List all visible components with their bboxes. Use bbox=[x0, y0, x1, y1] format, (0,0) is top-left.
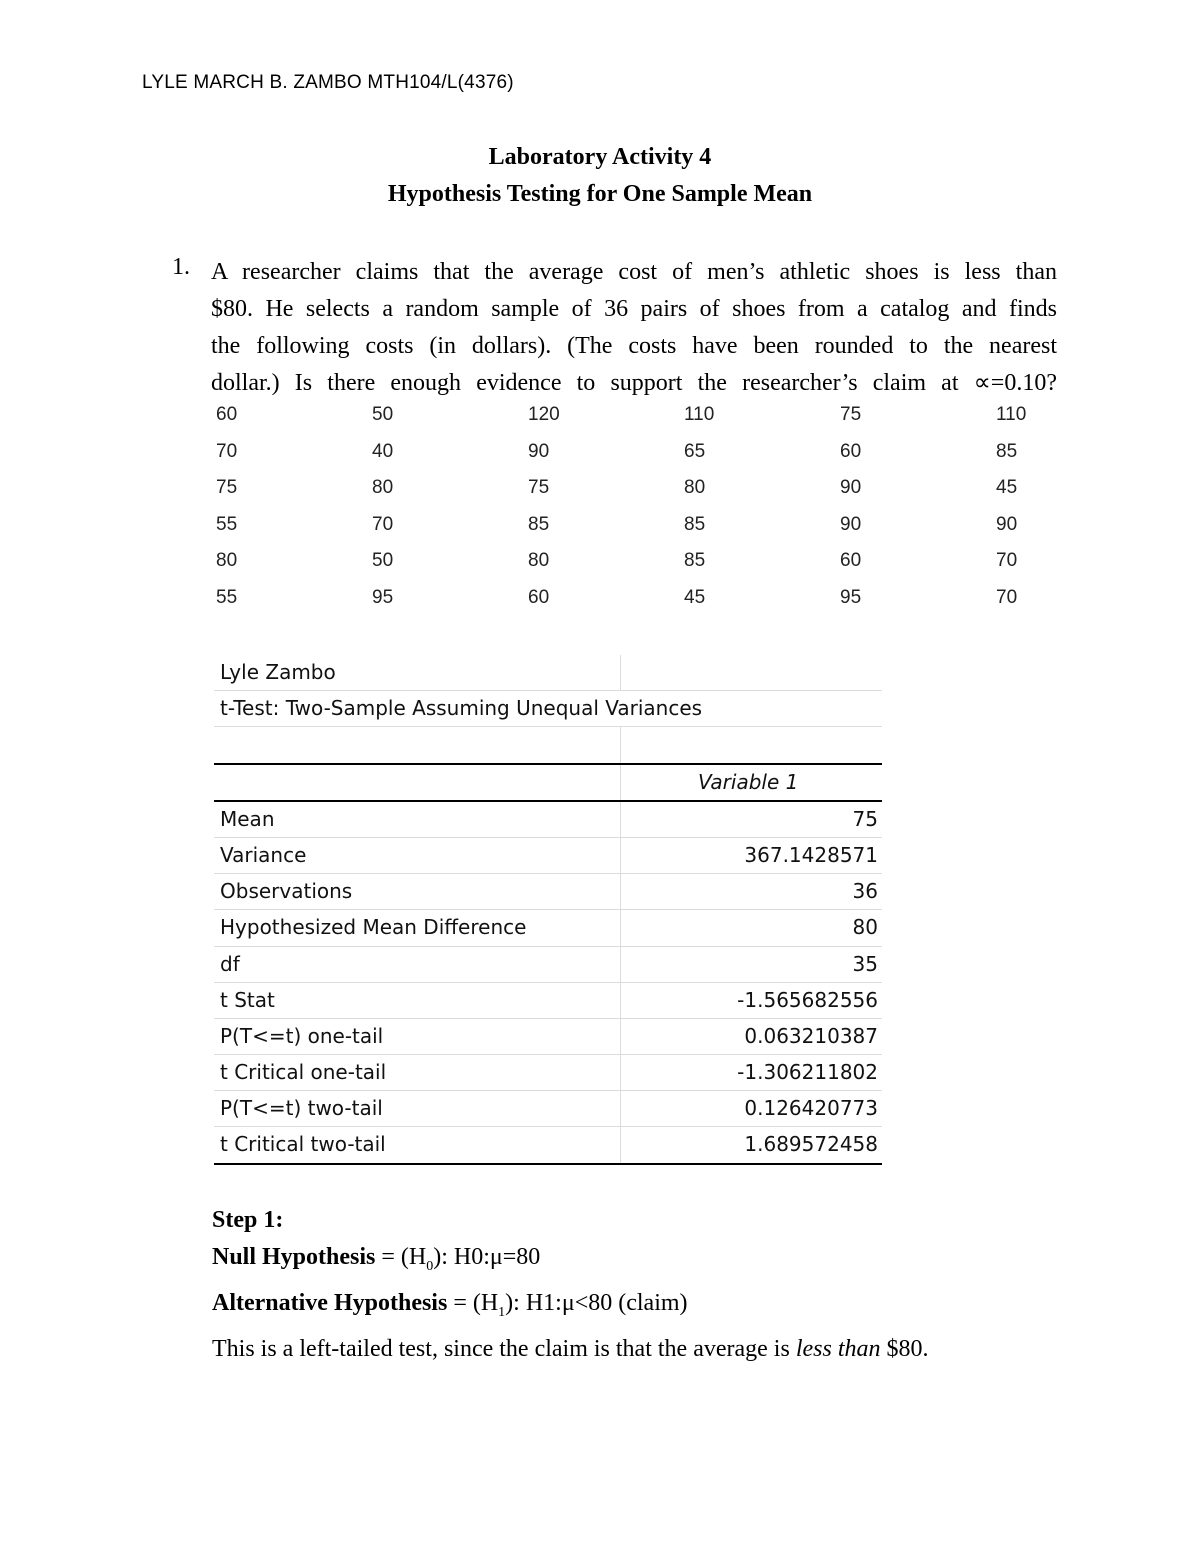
data-cell: 90 bbox=[840, 477, 862, 499]
excel-output-table bbox=[214, 655, 882, 1165]
stat-value: 367.1428571 bbox=[744, 842, 878, 867]
data-cell: 40 bbox=[372, 440, 394, 462]
stat-label: P(T<=t) two-tail bbox=[220, 1096, 383, 1121]
data-cell: 90 bbox=[840, 513, 862, 535]
excel-stat-row bbox=[214, 838, 882, 874]
excel-blank-row bbox=[214, 727, 882, 764]
data-cell: 80 bbox=[528, 550, 550, 572]
stat-value: 36 bbox=[852, 879, 878, 904]
stat-label: t Critical two-tail bbox=[220, 1132, 386, 1157]
data-cell: 60 bbox=[840, 550, 862, 572]
question-line: $80. He selects a random sample of 36 pairs of shoes from a catalog and finds bbox=[211, 296, 1057, 322]
data-cell: 110 bbox=[996, 404, 1027, 425]
data-cell: 70 bbox=[216, 440, 238, 462]
data-cell: 110 bbox=[684, 404, 715, 425]
data-cell: 75 bbox=[840, 404, 862, 425]
excel-stat-row bbox=[214, 1055, 882, 1091]
question-line: dollar.) Is there enough evidence to support the researcher’s claim at ∝=0.10? bbox=[211, 370, 1057, 396]
data-cell: 95 bbox=[372, 586, 394, 608]
data-cell: 90 bbox=[528, 440, 550, 462]
excel-name-row bbox=[214, 655, 882, 691]
question-text bbox=[211, 254, 1057, 402]
question-number: 1. bbox=[172, 254, 190, 280]
data-cell: 75 bbox=[216, 477, 238, 499]
stat-value: -1.565682556 bbox=[737, 987, 878, 1012]
data-cell: 85 bbox=[684, 550, 706, 572]
stat-label: Mean bbox=[220, 806, 275, 831]
data-cell: 70 bbox=[372, 513, 394, 535]
stat-value: 35 bbox=[852, 951, 878, 976]
stat-label: t Critical one-tail bbox=[220, 1060, 387, 1085]
data-cell: 80 bbox=[372, 477, 394, 499]
data-cell: 85 bbox=[996, 440, 1018, 462]
step-1-section bbox=[212, 1202, 928, 1368]
stat-value: 80 bbox=[852, 915, 878, 940]
stat-value: 1.689572458 bbox=[744, 1132, 878, 1157]
stat-value: 75 bbox=[852, 806, 878, 831]
data-cell: 70 bbox=[996, 586, 1018, 608]
activity-title: Laboratory Activity 4 bbox=[488, 144, 712, 170]
data-cell: 45 bbox=[996, 477, 1018, 499]
data-cell: 45 bbox=[684, 586, 706, 608]
excel-stat-row bbox=[214, 1091, 882, 1127]
excel-title-row bbox=[214, 691, 882, 727]
stat-label: Variance bbox=[220, 842, 307, 867]
excel-stat-row bbox=[214, 1019, 882, 1055]
excel-stat-row bbox=[214, 947, 882, 983]
data-cell: 60 bbox=[528, 586, 550, 608]
data-cell: 70 bbox=[996, 550, 1018, 572]
excel-column-header: Variable 1 bbox=[698, 769, 799, 794]
data-cell: 55 bbox=[216, 586, 238, 608]
excel-stat-row bbox=[214, 983, 882, 1019]
data-cell: 50 bbox=[372, 404, 394, 425]
excel-name: Lyle Zambo bbox=[220, 660, 336, 684]
step-1-heading: Step 1: bbox=[212, 1207, 284, 1233]
data-cell: 50 bbox=[372, 550, 394, 572]
data-cell: 120 bbox=[528, 404, 560, 425]
data-cell: 95 bbox=[840, 586, 862, 608]
stat-value: 0.126420773 bbox=[744, 1096, 878, 1121]
data-cell: 75 bbox=[528, 477, 550, 499]
stat-label: Observations bbox=[220, 879, 353, 904]
data-cell: 90 bbox=[996, 513, 1018, 535]
data-cell: 85 bbox=[684, 513, 706, 535]
stat-label: t Stat bbox=[220, 987, 275, 1012]
data-cell: 60 bbox=[216, 404, 238, 425]
excel-stat-row bbox=[214, 910, 882, 946]
tail-explanation: This is a left-tailed test, since the claim is that the average is less than $80. bbox=[212, 1335, 929, 1362]
stat-value: -1.306211802 bbox=[737, 1060, 878, 1085]
data-cell: 80 bbox=[216, 550, 238, 572]
activity-subtitle: Hypothesis Testing for One Sample Mean bbox=[387, 181, 813, 207]
excel-stat-row bbox=[214, 1127, 882, 1164]
data-cell: 85 bbox=[528, 513, 550, 535]
null-hypothesis: Null Hypothesis = $(H_0)$: H0:μ=80 bbox=[212, 1244, 541, 1274]
alternative-hypothesis: Alternative Hypothesis = $(H_1)$: H1:μ<80 (claim) bbox=[212, 1289, 688, 1320]
excel-stat-row bbox=[214, 874, 882, 910]
data-cell: 80 bbox=[684, 477, 706, 499]
question-line: the following costs (in dollars). (The costs have been rounded to the nearest bbox=[211, 333, 1057, 359]
stat-label: df bbox=[220, 951, 240, 976]
document-header: LYLE MARCH B. ZAMBO MTH104/L(4376) bbox=[142, 72, 514, 93]
stat-label: Hypothesized Mean Difference bbox=[220, 915, 527, 940]
excel-test-title: t-Test: Two-Sample Assuming Unequal Variances bbox=[220, 696, 703, 721]
stat-label: P(T<=t) one-tail bbox=[220, 1023, 384, 1048]
data-cell: 60 bbox=[840, 440, 862, 462]
data-cell: 65 bbox=[684, 440, 706, 462]
excel-header-row bbox=[214, 765, 882, 802]
excel-stat-row bbox=[214, 802, 882, 838]
question-line: A researcher claims that the average cost of men’s athletic shoes is less than bbox=[211, 259, 1057, 285]
stat-value: 0.063210387 bbox=[744, 1023, 878, 1048]
data-cell: 55 bbox=[216, 513, 238, 535]
